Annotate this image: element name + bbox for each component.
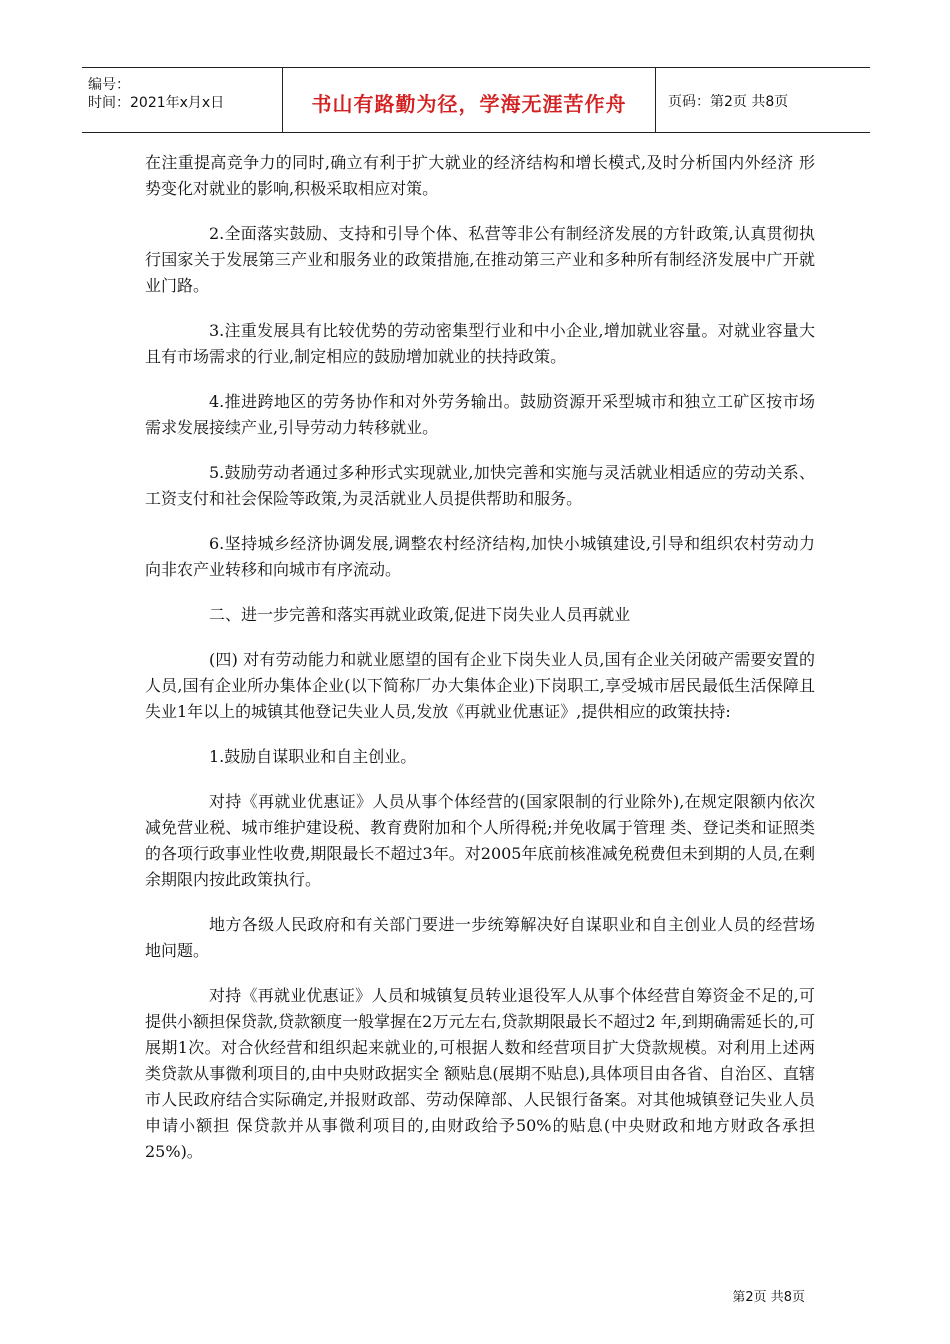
time-label: 时间：2021年x月x日 (88, 95, 225, 111)
body-paragraph: 对持《再就业优惠证》人员从事个体经营的(国家限制的行业除外),在规定限额内依次减免营业税、城市维护建设税、教育费附加和个人所得税;并免收属于管理 类、登记类和证照类的各项行政事业性收费,期限最长不超过3年。对2005年底前核准减免税费但未到期的人员,在剩余期限内按此政策执行。 (145, 792, 815, 889)
header-motto-cell (283, 68, 656, 132)
body-paragraph: 1.鼓励自谋职业和自主创业。 (209, 747, 417, 766)
body-paragraph: 2.全面落实鼓励、支持和引导个体、私营等非公有制经济发展的方针政策,认真贯彻执行国家关于发展第三产业和服务业的政策措施,在推动第三产业和多种所有制经济发展中广开就业门路。 (145, 224, 815, 295)
body-paragraph: 5.鼓励劳动者通过多种形式实现就业,加快完善和实施与灵活就业相适应的劳动关系、工资支付和社会保险等政策,为灵活就业人员提供帮助和服务。 (145, 463, 815, 508)
body-paragraph: 对持《再就业优惠证》人员和城镇复员转业退役军人从事个体经营自筹资金不足的,可提供小额担保贷款,贷款额度一般掌握在2万元左右,贷款期限最长不超过2 年,到期确需延长的,可展期1次。对合伙经营和组织起来就业的,可根据人数和经营项目扩大贷款规模。对利用上述两类贷款从事微利项目的,由中央财政据实全 额贴息(展期不贴息),具体项目由各省、自治区、直辖市人民政府结合实际确定,并报财政部、劳动保障部、人民银行备案。对其他城镇登记失业人员申请小额担 保贷款并从事微利项目的,由财政给予50%的贴息(中央财政和地方财政各承担25%)。 (145, 986, 815, 1161)
header-page-cell (656, 68, 870, 132)
body-paragraph: 4.推进跨地区的劳务协作和对外劳务输出。鼓励资源开采型城市和独立工矿区按市场需求发展接续产业,引导劳动力转移就业。 (145, 392, 815, 437)
serial-label: 编号： (88, 77, 130, 93)
body-paragraph: 在注重提高竞争力的同时,确立有利于扩大就业的经济结构和增长模式,及时分析国内外经济 形势变化对就业的影响,积极采取相应对策。 (145, 153, 815, 198)
body-paragraph: (四) 对有劳动能力和就业愿望的国有企业下岗失业人员,国有企业关闭破产需要安置的人员,国有企业所办集体企业(以下简称厂办大集体企业)下岗职工,享受城市居民最低生活保障且失业1年以上的城镇其他登记失业人员,发放《再就业优惠证》,提供相应的政策扶持: (145, 650, 815, 721)
motto: 书山有路勤为径，学海无涯苦作舟 (311, 92, 627, 116)
body-paragraph: 3.注重发展具有比较优势的劳动密集型行业和中小企业,增加就业容量。对就业容量大且有市场需求的行业,制定相应的鼓励增加就业的扶持政策。 (145, 321, 815, 366)
page-header (82, 67, 870, 133)
body-paragraph: 二、进一步完善和落实再就业政策,促进下岗失业人员再就业 (209, 605, 631, 624)
body-paragraph: 6.坚持城乡经济协调发展,调整农村经济结构,加快小城镇建设,引导和组织农村劳动力向非农产业转移和向城市有序流动。 (145, 534, 815, 579)
header-page-info: 页码：第2页 共8页 (668, 94, 789, 110)
document-body (145, 150, 815, 1184)
header-meta-cell (82, 68, 283, 132)
body-paragraph: 地方各级人民政府和有关部门要进一步统筹解决好自谋职业和自主创业人员的经营场地问题。 (145, 915, 815, 960)
footer-page-info: 第2页 共8页 (732, 1290, 805, 1305)
